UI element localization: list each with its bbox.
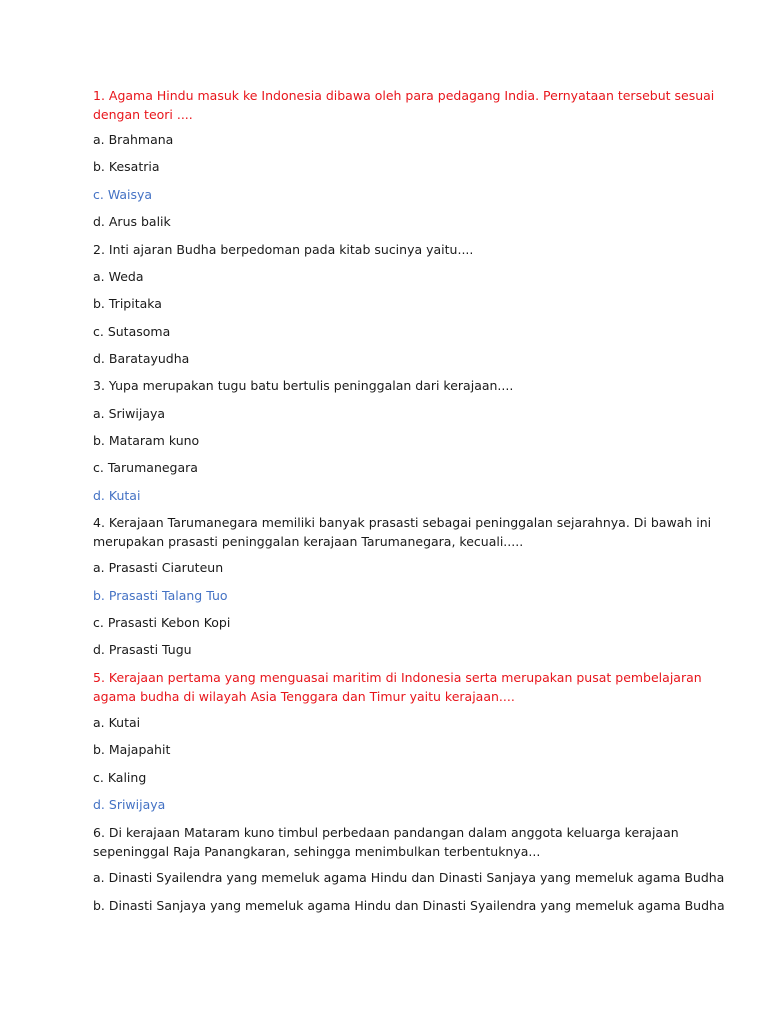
question-2-option-b: b. Tripitaka (93, 296, 162, 311)
question-2-option-c: c. Sutasoma (93, 324, 171, 339)
question-5-line-2: agama budha di wilayah Asia Tenggara dan Timur yaitu kerajaan.... (93, 689, 515, 704)
question-5-option-d-answer: d. Sriwijaya (93, 797, 166, 812)
question-3-option-b: b. Mataram kuno (93, 433, 200, 448)
question-5-option-a: a. Kutai (93, 715, 141, 730)
question-1-line-2: dengan teori .... (93, 107, 193, 122)
question-2-option-a: a. Weda (93, 269, 144, 284)
question-5-line-1: 5. Kerajaan pertama yang menguasai maritim di Indonesia serta merupakan pusat pembelajaran (93, 670, 702, 685)
question-1-option-a: a. Brahmana (93, 132, 174, 147)
question-2-line-1: 2. Inti ajaran Budha berpedoman pada kitab sucinya yaitu.... (93, 242, 474, 257)
question-3-option-a: a. Sriwijaya (93, 406, 166, 421)
question-4-option-b-answer: b. Prasasti Talang Tuo (93, 588, 228, 603)
question-3-line-1: 3. Yupa merupakan tugu batu bertulis peninggalan dari kerajaan.... (93, 378, 514, 393)
question-6-option-a: a. Dinasti Syailendra yang memeluk agama Hindu dan Dinasti Sanjaya yang memeluk agama Budha (93, 870, 725, 885)
question-4-option-c: c. Prasasti Kebon Kopi (93, 615, 231, 630)
question-6-line-2: sepeninggal Raja Panangkaran, sehingga menimbulkan terbentuknya... (93, 844, 541, 859)
question-5-option-c: c. Kaling (93, 770, 147, 785)
question-4-option-a: a. Prasasti Ciaruteun (93, 560, 224, 575)
question-4-option-d: d. Prasasti Tugu (93, 642, 192, 657)
question-3-option-c: c. Tarumanegara (93, 460, 198, 475)
question-5-option-b: b. Majapahit (93, 742, 171, 757)
question-2-option-d: d. Baratayudha (93, 351, 190, 366)
question-3-option-d-answer: d. Kutai (93, 488, 141, 503)
question-1-option-c-answer: c. Waisya (93, 187, 153, 202)
question-6-option-b: b. Dinasti Sanjaya yang memeluk agama Hindu dan Dinasti Syailendra yang memeluk agama Budha (93, 898, 725, 913)
question-1-option-b: b. Kesatria (93, 159, 160, 174)
question-4-line-1: 4. Kerajaan Tarumanegara memiliki banyak prasasti sebagai peninggalan sejarahnya. Di bawah ini (93, 515, 712, 530)
question-1-option-d: d. Arus balik (93, 214, 171, 229)
question-4-line-2: merupakan prasasti peninggalan kerajaan Tarumanegara, kecuali..... (93, 534, 524, 549)
question-6-line-1: 6. Di kerajaan Mataram kuno timbul perbedaan pandangan dalam anggota keluarga kerajaan (93, 825, 679, 840)
question-1-line-1: 1. Agama Hindu masuk ke Indonesia dibawa oleh para pedagang India. Pernyataan tersebut sesuai (93, 88, 715, 103)
